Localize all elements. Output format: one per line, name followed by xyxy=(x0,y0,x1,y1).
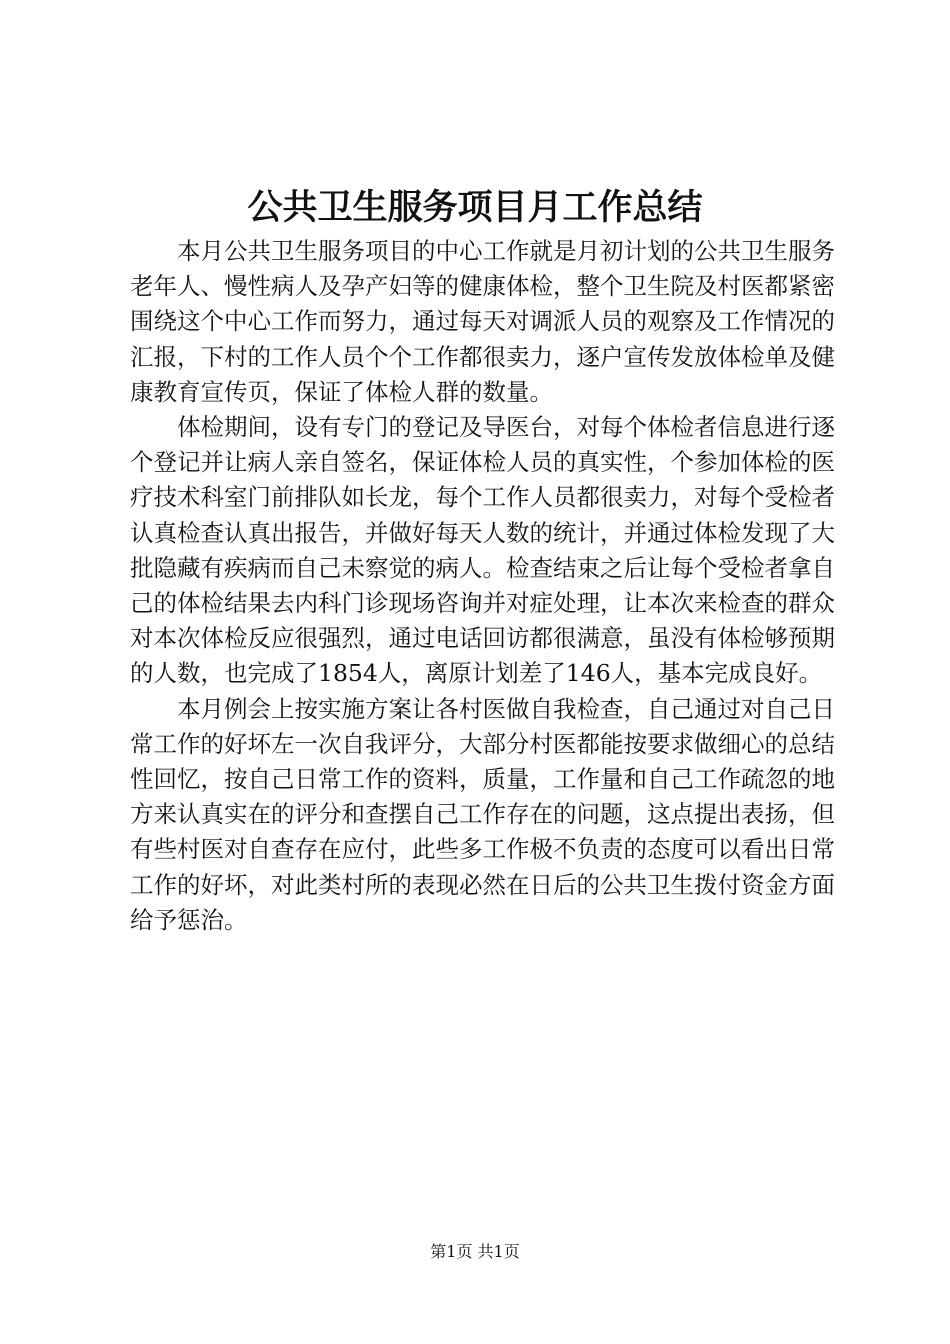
document-body xyxy=(130,234,835,938)
paragraph-2: 体检期间，设有专门的登记及导医台，对每个体检者信息进行逐个登记并让病人亲自签名，保证体检人员的真实性，个参加体检的医疗技术科室门前排队如长龙，每个工作人员都很卖力，对每个受检者认真检查认真出报告，并做好每天人数的统计，并通过体检发现了大批隐藏有疾病而自己未察觉的病人。检查结束之后让每个受检者拿自己的体检结果去内科门诊现场咨询并对症处理，让本次来检查的群众对本次体检反应很强烈，通过电话回访都很满意，虽没有体检够预期的人数，也完成了1854人，离原计划差了146人，基本完成良好。 xyxy=(130,413,835,688)
document-title: 公共卫生服务项目月工作总结 xyxy=(247,187,703,228)
paragraph-3: 本月例会上按实施方案让各村医做自我检查，自己通过对自己日常工作的好坏左一次自我评分，大部分村医都能按要求做细心的总结性回忆，按自己日常工作的资料，质量，工作量和自己工作疏忽的地方来认真实在的评分和查摆自己工作存在的问题，这点提出表扬，但有些村医对自查存在应付，此些多工作极不负责的态度可以看出日常工作的好坏，对此类村所的表现必然在日后的公共卫生拨付资金方面给予惩治。 xyxy=(130,694,835,934)
page-footer: 第1页 共1页 xyxy=(430,1242,520,1261)
paragraph-1: 本月公共卫生服务项目的中心工作就是月初计划的公共卫生服务老年人、慢性病人及孕产妇等的健康体检，整个卫生院及村医都紧密围绕这个中心工作而努力，通过每天对调派人员的观察及工作情况的汇报，下村的工作人员个个工作都很卖力，逐户宣传发放体检单及健康教育宣传页，保证了体检人群的数量。 xyxy=(130,237,835,406)
